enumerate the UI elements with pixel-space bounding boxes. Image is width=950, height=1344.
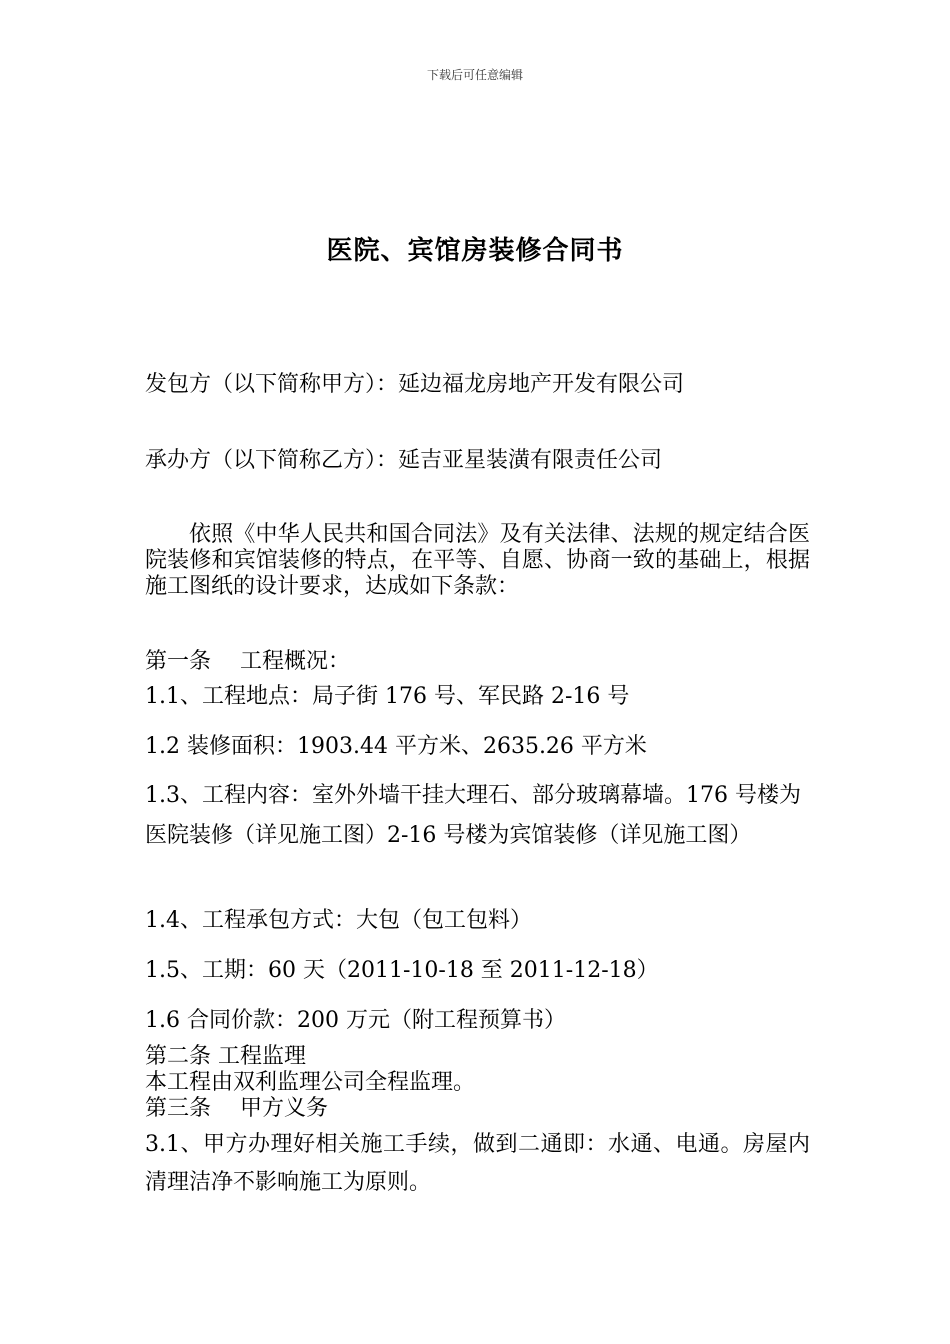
article1-item-2: 1.2 装修面积：1903.44 平方米、2635.26 平方米 — [145, 734, 647, 759]
intro-paragraph: 依照《中华人民共和国合同法》及有关法律、法规的规定结合医院装修和宾馆装修的特点，在平等、自愿、协商一致的基础上，根据施工图纸的设计要求，达成如下条款： — [145, 522, 810, 599]
document-title: 医院、宾馆房装修合同书 — [326, 236, 624, 266]
article1-item-4: 1.4、工程承包方式：大包（包工包料） — [145, 908, 532, 933]
party-a-line: 发包方（以下简称甲方）：延边福龙房地产开发有限公司 — [145, 372, 685, 397]
article2-text: 本工程由双利监理公司全程监理。 — [145, 1070, 476, 1095]
article3-item-1: 3.1、甲方办理好相关施工手续，做到二通即：水通、电通。房屋内清理洁净不影响施工为原则。 — [145, 1132, 810, 1195]
article1-item-6: 1.6 合同价款：200 万元（附工程预算书） — [145, 1008, 566, 1033]
article1-item-5: 1.5、工期：60 天（2011-10-18 至 2011-12-18） — [145, 958, 659, 983]
article3-heading: 第三条 甲方义务 — [145, 1096, 328, 1121]
article1-item-3: 1.3、工程内容：室外外墙干挂大理石、部分玻璃幕墙。176 号楼为医院装修（详见施工图）2-16 号楼为宾馆装修（详见施工图） — [145, 783, 801, 848]
party-b-line: 承办方（以下简称乙方）：延吉亚星装潢有限责任公司 — [145, 448, 663, 473]
article1-heading: 第一条 工程概况： — [145, 649, 350, 674]
article2-heading: 第二条 工程监理 — [145, 1044, 306, 1069]
header-note: 下载后可任意编辑 — [426, 68, 523, 82]
article1-item-1: 1.1、工程地点：局子街 176 号、军民路 2-16 号 — [145, 684, 630, 709]
